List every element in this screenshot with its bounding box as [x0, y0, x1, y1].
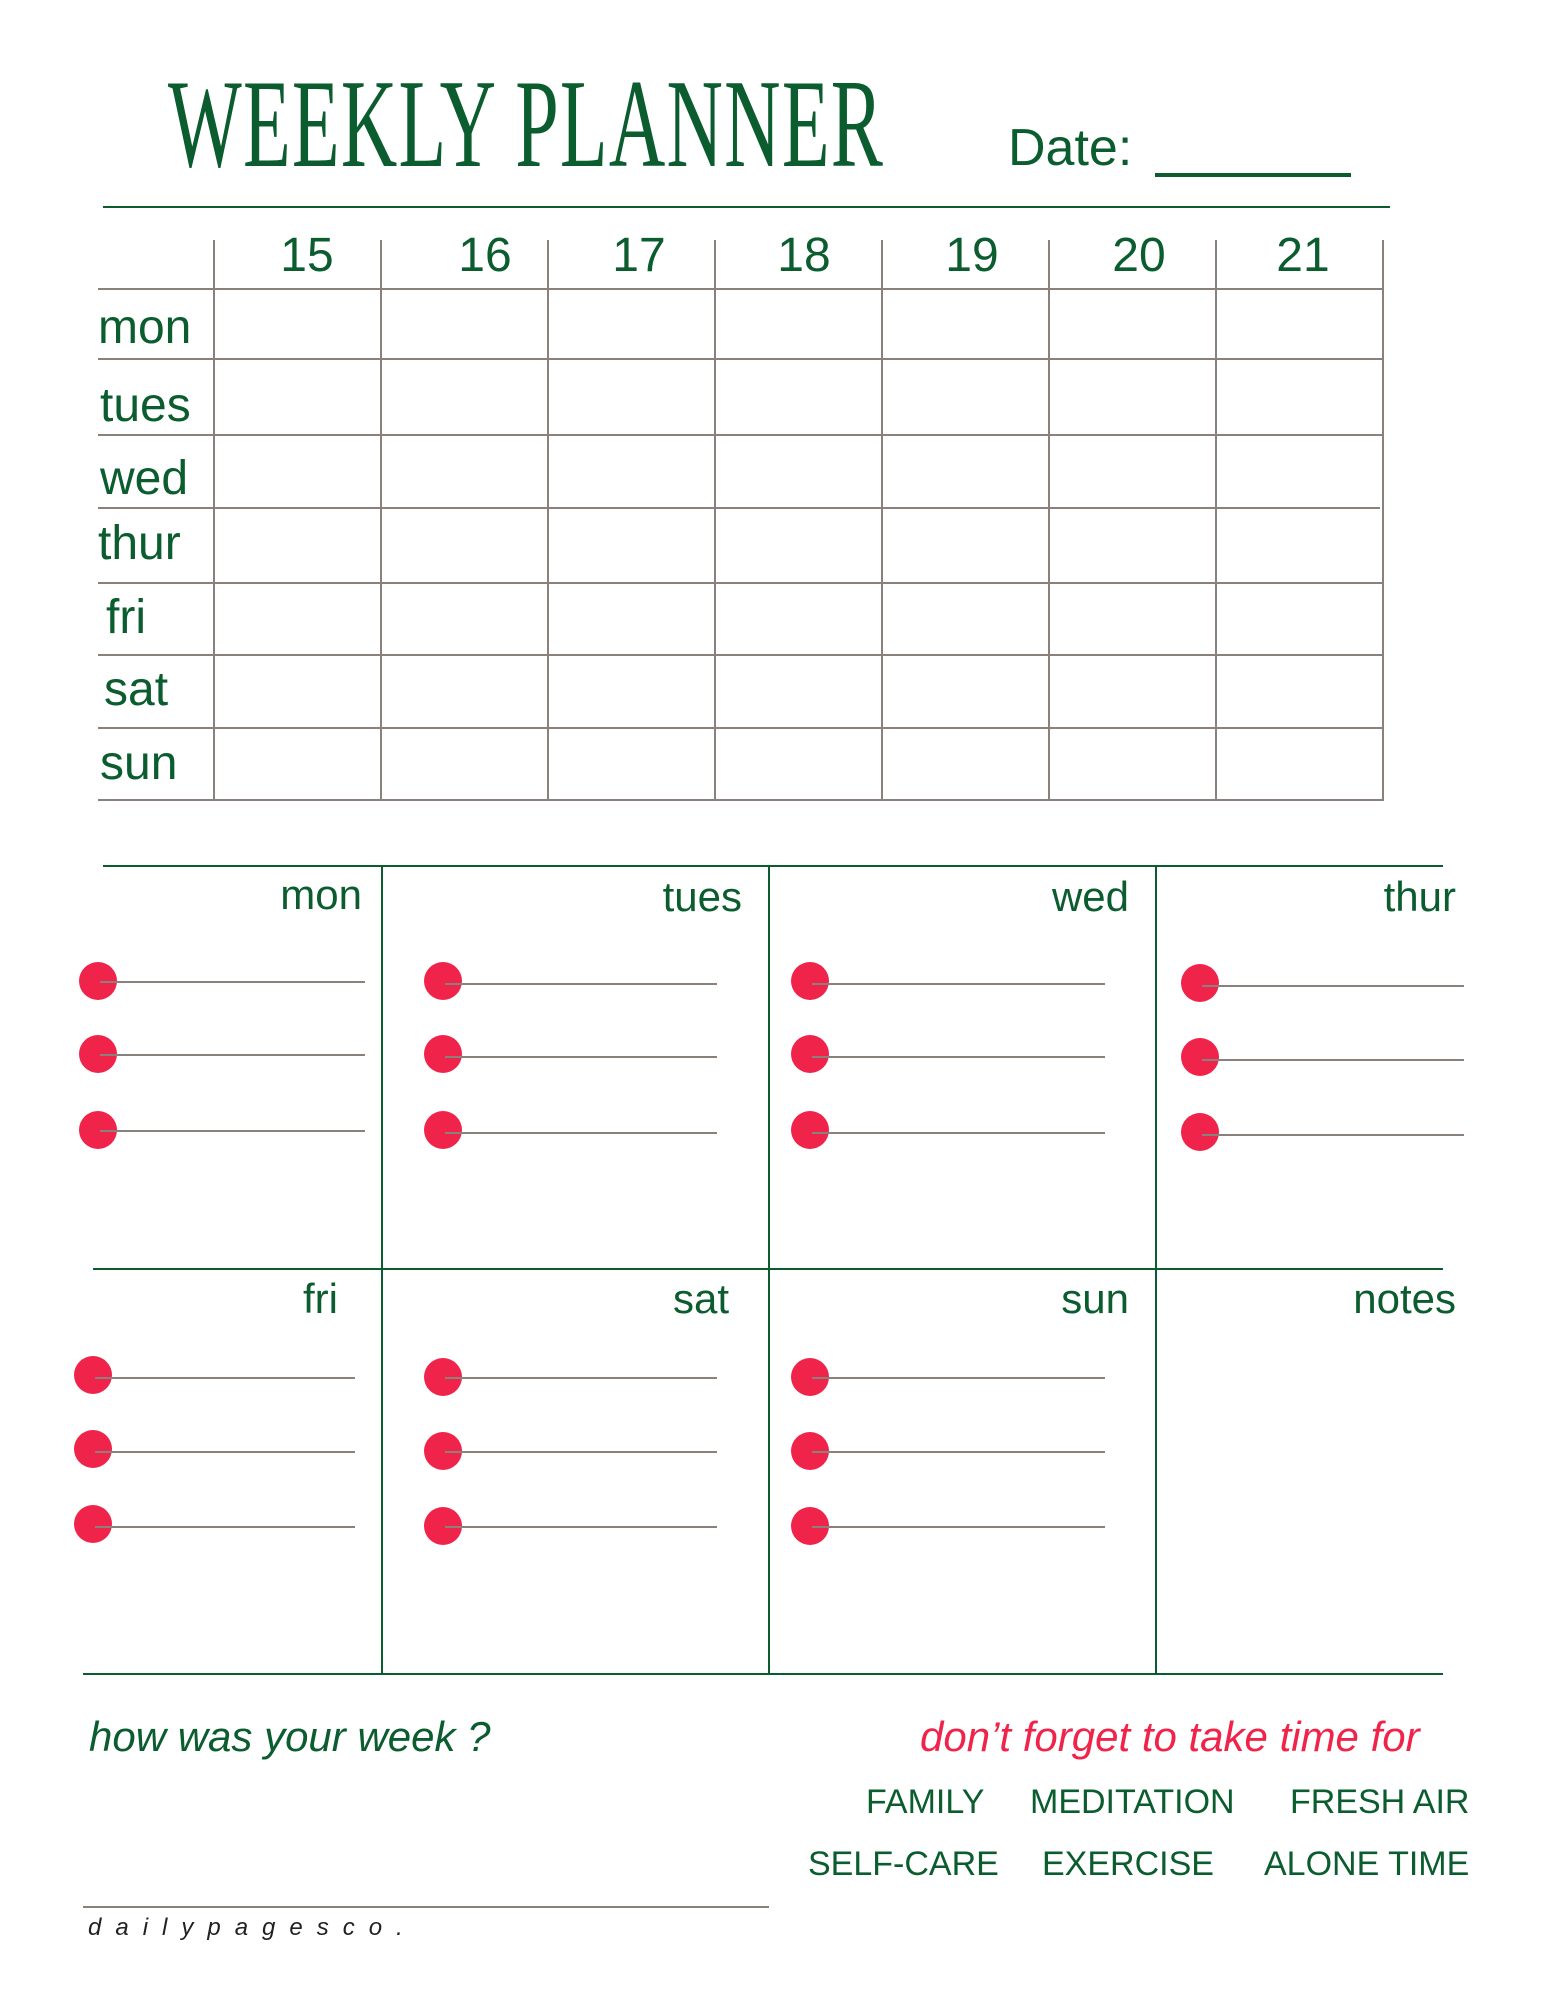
reminder-item: SELF-CARE	[808, 1845, 999, 1883]
grid-vline	[213, 240, 215, 800]
task-line[interactable]	[812, 983, 1105, 985]
task-line[interactable]	[812, 1132, 1105, 1134]
box-divider	[381, 865, 383, 1675]
grid-vline	[547, 240, 549, 800]
task-line[interactable]	[1202, 985, 1464, 987]
bullet-dot	[791, 1111, 829, 1149]
box-heading-thur: thur	[1383, 873, 1456, 920]
grid-hline	[98, 358, 1384, 360]
task-line[interactable]	[95, 1377, 355, 1379]
boxes-top-rule	[103, 865, 1443, 867]
bullet-dot	[1181, 1038, 1219, 1076]
task-line[interactable]	[95, 1526, 355, 1528]
task-line[interactable]	[445, 1056, 717, 1058]
reminder-item: FRESH AIR	[1290, 1783, 1470, 1821]
brand-mark: dailypagesco.	[88, 1914, 417, 1941]
bullet-dot	[791, 962, 829, 1000]
date-number: 20	[1112, 229, 1166, 282]
row-label: sun	[100, 737, 178, 790]
box-heading-mon: mon	[280, 871, 362, 918]
grid-vline	[714, 240, 716, 800]
reminder-title: don’t forget to take time for	[920, 1713, 1420, 1760]
box-heading-sat: sat	[672, 1275, 729, 1322]
grid-vline	[1382, 240, 1384, 800]
page-title: WEEKLY PLANNER	[168, 55, 885, 194]
notes-area[interactable]	[1160, 1330, 1440, 1666]
task-line[interactable]	[1202, 1059, 1464, 1061]
bullet-dot	[424, 1111, 462, 1149]
footer-rule	[83, 1906, 769, 1908]
grid-vline	[881, 240, 883, 800]
row-label: tues	[100, 379, 191, 432]
task-line[interactable]	[95, 1451, 355, 1453]
date-number: 16	[458, 229, 512, 282]
row-label: fri	[106, 591, 146, 644]
grid-hline	[98, 582, 1384, 584]
box-heading-fri: fri	[303, 1275, 338, 1322]
grid-hline	[98, 654, 1384, 656]
task-line[interactable]	[445, 1451, 717, 1453]
row-label: sat	[104, 663, 169, 716]
reflection-prompt: how was your week ?	[89, 1713, 491, 1760]
task-line[interactable]	[812, 1451, 1105, 1453]
grid-hline	[98, 799, 1384, 801]
date-number: 18	[777, 229, 831, 282]
task-line[interactable]	[445, 1526, 717, 1528]
grid-hline	[98, 727, 1384, 729]
box-heading-sun: sun	[1061, 1275, 1129, 1322]
grid-hline	[98, 507, 1380, 509]
task-line[interactable]	[1202, 1134, 1464, 1136]
bullet-dot	[791, 1035, 829, 1073]
bullet-dot	[424, 1035, 462, 1073]
date-number: 15	[280, 229, 334, 282]
row-label: wed	[100, 452, 189, 505]
grid-vline	[380, 240, 382, 800]
task-line[interactable]	[100, 1054, 365, 1056]
date-field[interactable]	[1155, 173, 1351, 177]
header-divider	[103, 206, 1390, 208]
reminder-item: EXERCISE	[1042, 1845, 1214, 1883]
box-divider	[1155, 865, 1157, 1675]
reflection-area[interactable]	[83, 1770, 763, 1900]
reminder-item: MEDITATION	[1030, 1783, 1235, 1821]
grid-vline	[1215, 240, 1217, 800]
bullet-dot	[74, 1356, 112, 1394]
box-heading-notes: notes	[1353, 1275, 1456, 1322]
task-line[interactable]	[812, 1526, 1105, 1528]
reminder-item: FAMILY	[866, 1783, 985, 1821]
box-divider	[768, 865, 770, 1675]
bullet-dot	[424, 962, 462, 1000]
task-line[interactable]	[812, 1377, 1105, 1379]
task-line[interactable]	[100, 981, 365, 983]
box-heading-tues: tues	[662, 873, 742, 920]
grid-vline	[1048, 240, 1050, 800]
reminder-item: ALONE TIME	[1264, 1845, 1470, 1883]
row-label: thur	[98, 517, 181, 570]
task-line[interactable]	[812, 1056, 1105, 1058]
row-label: mon	[98, 301, 192, 354]
bullet-dot	[74, 1430, 112, 1468]
date-label: Date:	[1008, 119, 1133, 177]
date-number: 19	[945, 229, 999, 282]
task-line[interactable]	[445, 1132, 717, 1134]
box-heading-wed: wed	[1051, 873, 1129, 920]
grid-hline	[98, 434, 1384, 436]
task-line[interactable]	[445, 1377, 717, 1379]
bullet-dot	[1181, 964, 1219, 1002]
date-number: 17	[612, 229, 666, 282]
boxes-bottom-rule	[83, 1673, 1443, 1675]
grid-hline	[98, 288, 1384, 290]
bullet-dot	[74, 1505, 112, 1543]
date-number: 21	[1276, 229, 1330, 282]
task-line[interactable]	[445, 983, 717, 985]
bullet-dot	[1181, 1113, 1219, 1151]
task-line[interactable]	[100, 1130, 365, 1132]
